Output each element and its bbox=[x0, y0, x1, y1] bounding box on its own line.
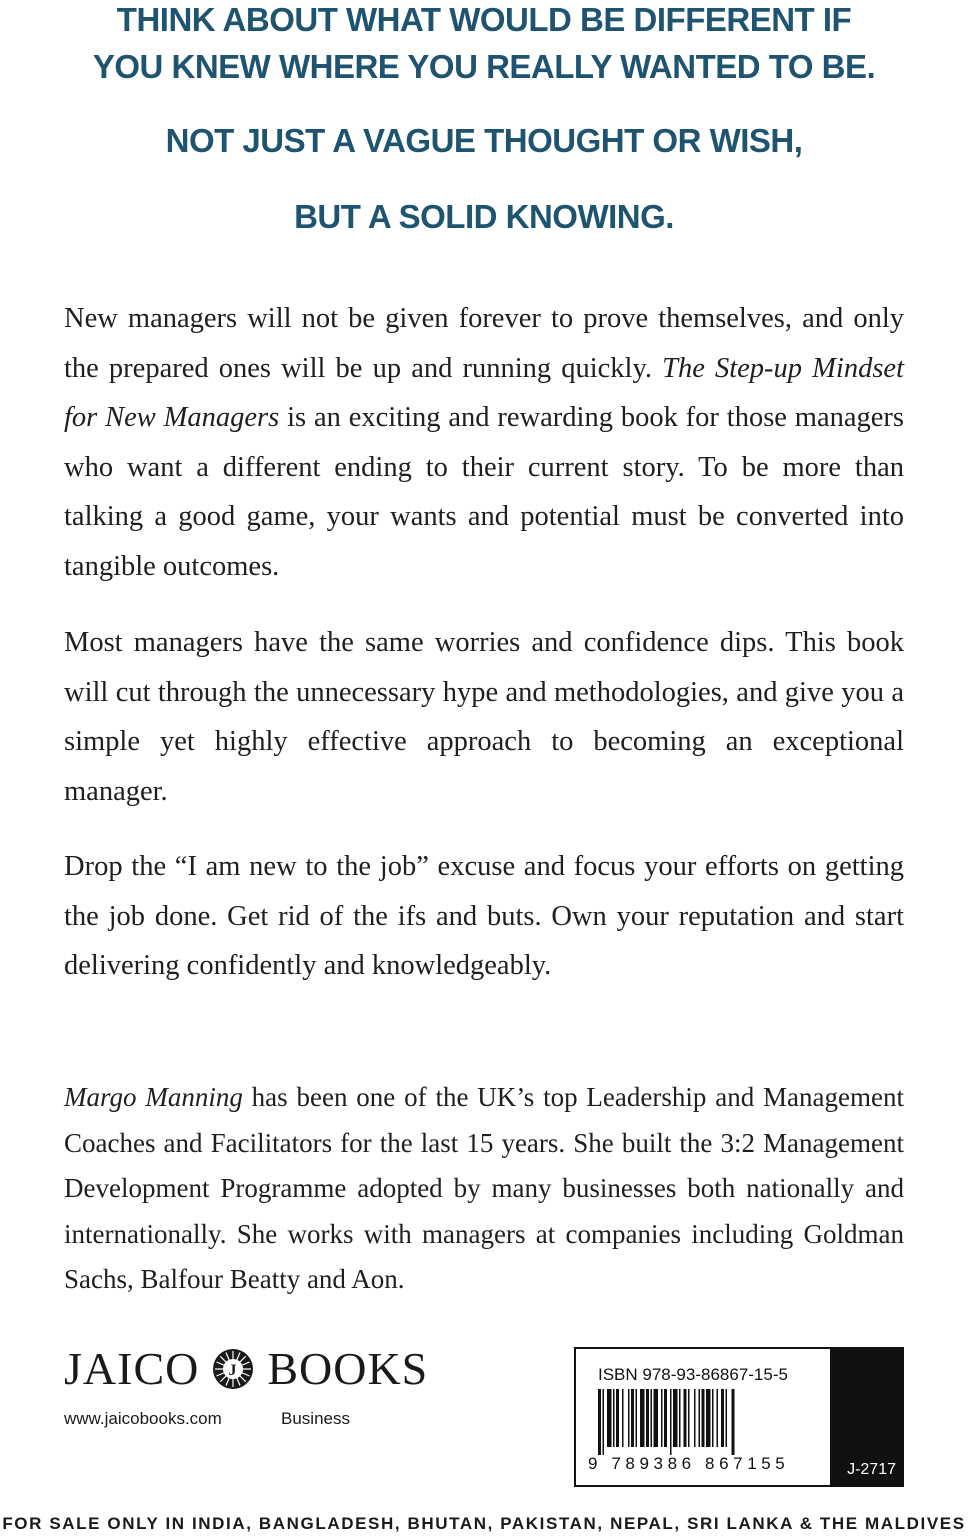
barcode-bar bbox=[631, 1389, 634, 1447]
barcode-bar bbox=[717, 1389, 719, 1447]
barcode-panel bbox=[574, 1347, 904, 1487]
book-category: Business bbox=[281, 1409, 350, 1428]
barcode-bar bbox=[598, 1389, 601, 1455]
headline-text-2: YOU KNEW WHERE YOU REALLY WANTED TO BE. bbox=[92, 48, 876, 85]
barcode-bar bbox=[664, 1389, 667, 1447]
publisher-name-left: JAICO bbox=[64, 1343, 200, 1394]
description-paragraph-1 bbox=[64, 294, 904, 591]
barcode-bar bbox=[622, 1389, 624, 1447]
headline-text-1: THINK ABOUT WHAT WOULD BE DIFFERENT IF bbox=[116, 1, 852, 38]
barcode-bar bbox=[636, 1389, 638, 1447]
barcode-bar bbox=[679, 1389, 681, 1447]
barcode-bar bbox=[654, 1389, 659, 1447]
publisher-emblem-icon bbox=[211, 1347, 255, 1391]
barcode-bar bbox=[712, 1389, 714, 1447]
barcode-bar bbox=[603, 1389, 605, 1455]
barcode-bar bbox=[673, 1389, 678, 1447]
barcode-bar bbox=[661, 1389, 663, 1447]
barcode-bar bbox=[688, 1389, 690, 1447]
ean-digits: 9 789386 867155 bbox=[588, 1454, 790, 1473]
description-paragraph-3: Drop the “I am new to the job” excuse and focus your efforts on getting the job done. Get rid of the ifs and buts. Own your reputation and start delivering confidently and knowledgeably. bbox=[64, 851, 904, 981]
barcode-bar bbox=[670, 1389, 672, 1455]
description-paragraph-2: Most managers have the same worries and confidence dips. This book will cut through the unnecessary hype and methodologies, and give you a simple yet highly effective approach to becoming an exceptional manager. bbox=[64, 627, 904, 807]
barcode-bar bbox=[702, 1389, 705, 1447]
barcode-bar bbox=[706, 1389, 711, 1447]
barcode-bar bbox=[699, 1389, 701, 1447]
headline-line-3: NOT JUST A VAGUE THOUGHT OR WISH, bbox=[165, 122, 803, 159]
publisher-name-right: BOOKS bbox=[267, 1343, 429, 1394]
p1-before: New managers will not be given forever to prove themselves, and only the prepared ones will be up and running quickly. bbox=[64, 303, 904, 384]
barcode-bar bbox=[721, 1389, 724, 1447]
barcode-bar bbox=[684, 1389, 687, 1447]
isbn-label: ISBN 978-93-86867-15-5 bbox=[598, 1365, 788, 1384]
emblem-letter: J bbox=[228, 1361, 238, 1379]
author-bio-text: has been one of the UK’s top Leadership and Management Coaches and Facilitators for the last 15 years. She built the 3:2 Management Development Programme adopted by many businesses both nationally and internationally. She works with managers at companies including Goldman Sachs, Balfour Beatty and Aon. bbox=[64, 1082, 904, 1294]
barcode-bar bbox=[613, 1389, 615, 1447]
book-title: The Step-up Mindset for New Managers bbox=[64, 352, 904, 433]
sales-territory-notice: FOR SALE ONLY IN INDIA, BANGLADESH, BHUTAN, PAKISTAN, NEPAL, SRI LANKA & THE MALDIVES bbox=[2, 1514, 966, 1533]
barcode-bar bbox=[607, 1389, 612, 1447]
author-name: Margo Manning bbox=[64, 1082, 243, 1112]
barcode-bar bbox=[732, 1389, 735, 1455]
publisher-code: J-2717 bbox=[847, 1461, 896, 1478]
p1-after: is an exciting and rewarding book for those managers who want a different ending to their current story. To be more than talking a good game, your wants and potential must be converted into tangible outcomes. bbox=[64, 402, 905, 582]
barcode-bar bbox=[726, 1389, 728, 1447]
headline-line-4: BUT A SOLID KNOWING. bbox=[294, 198, 674, 235]
barcode-bar bbox=[628, 1389, 630, 1447]
headline-line-1 bbox=[0, 0, 968, 90]
barcode-bar bbox=[640, 1389, 645, 1447]
barcode-bar bbox=[616, 1389, 619, 1447]
author-bio bbox=[64, 1075, 904, 1303]
barcode-bar bbox=[651, 1389, 653, 1447]
barcode-bars bbox=[598, 1389, 828, 1455]
publisher-url: www.jaicobooks.com bbox=[64, 1409, 222, 1428]
publisher-logo bbox=[64, 1342, 428, 1395]
barcode-bar bbox=[694, 1389, 696, 1447]
barcode-bar bbox=[646, 1389, 649, 1447]
